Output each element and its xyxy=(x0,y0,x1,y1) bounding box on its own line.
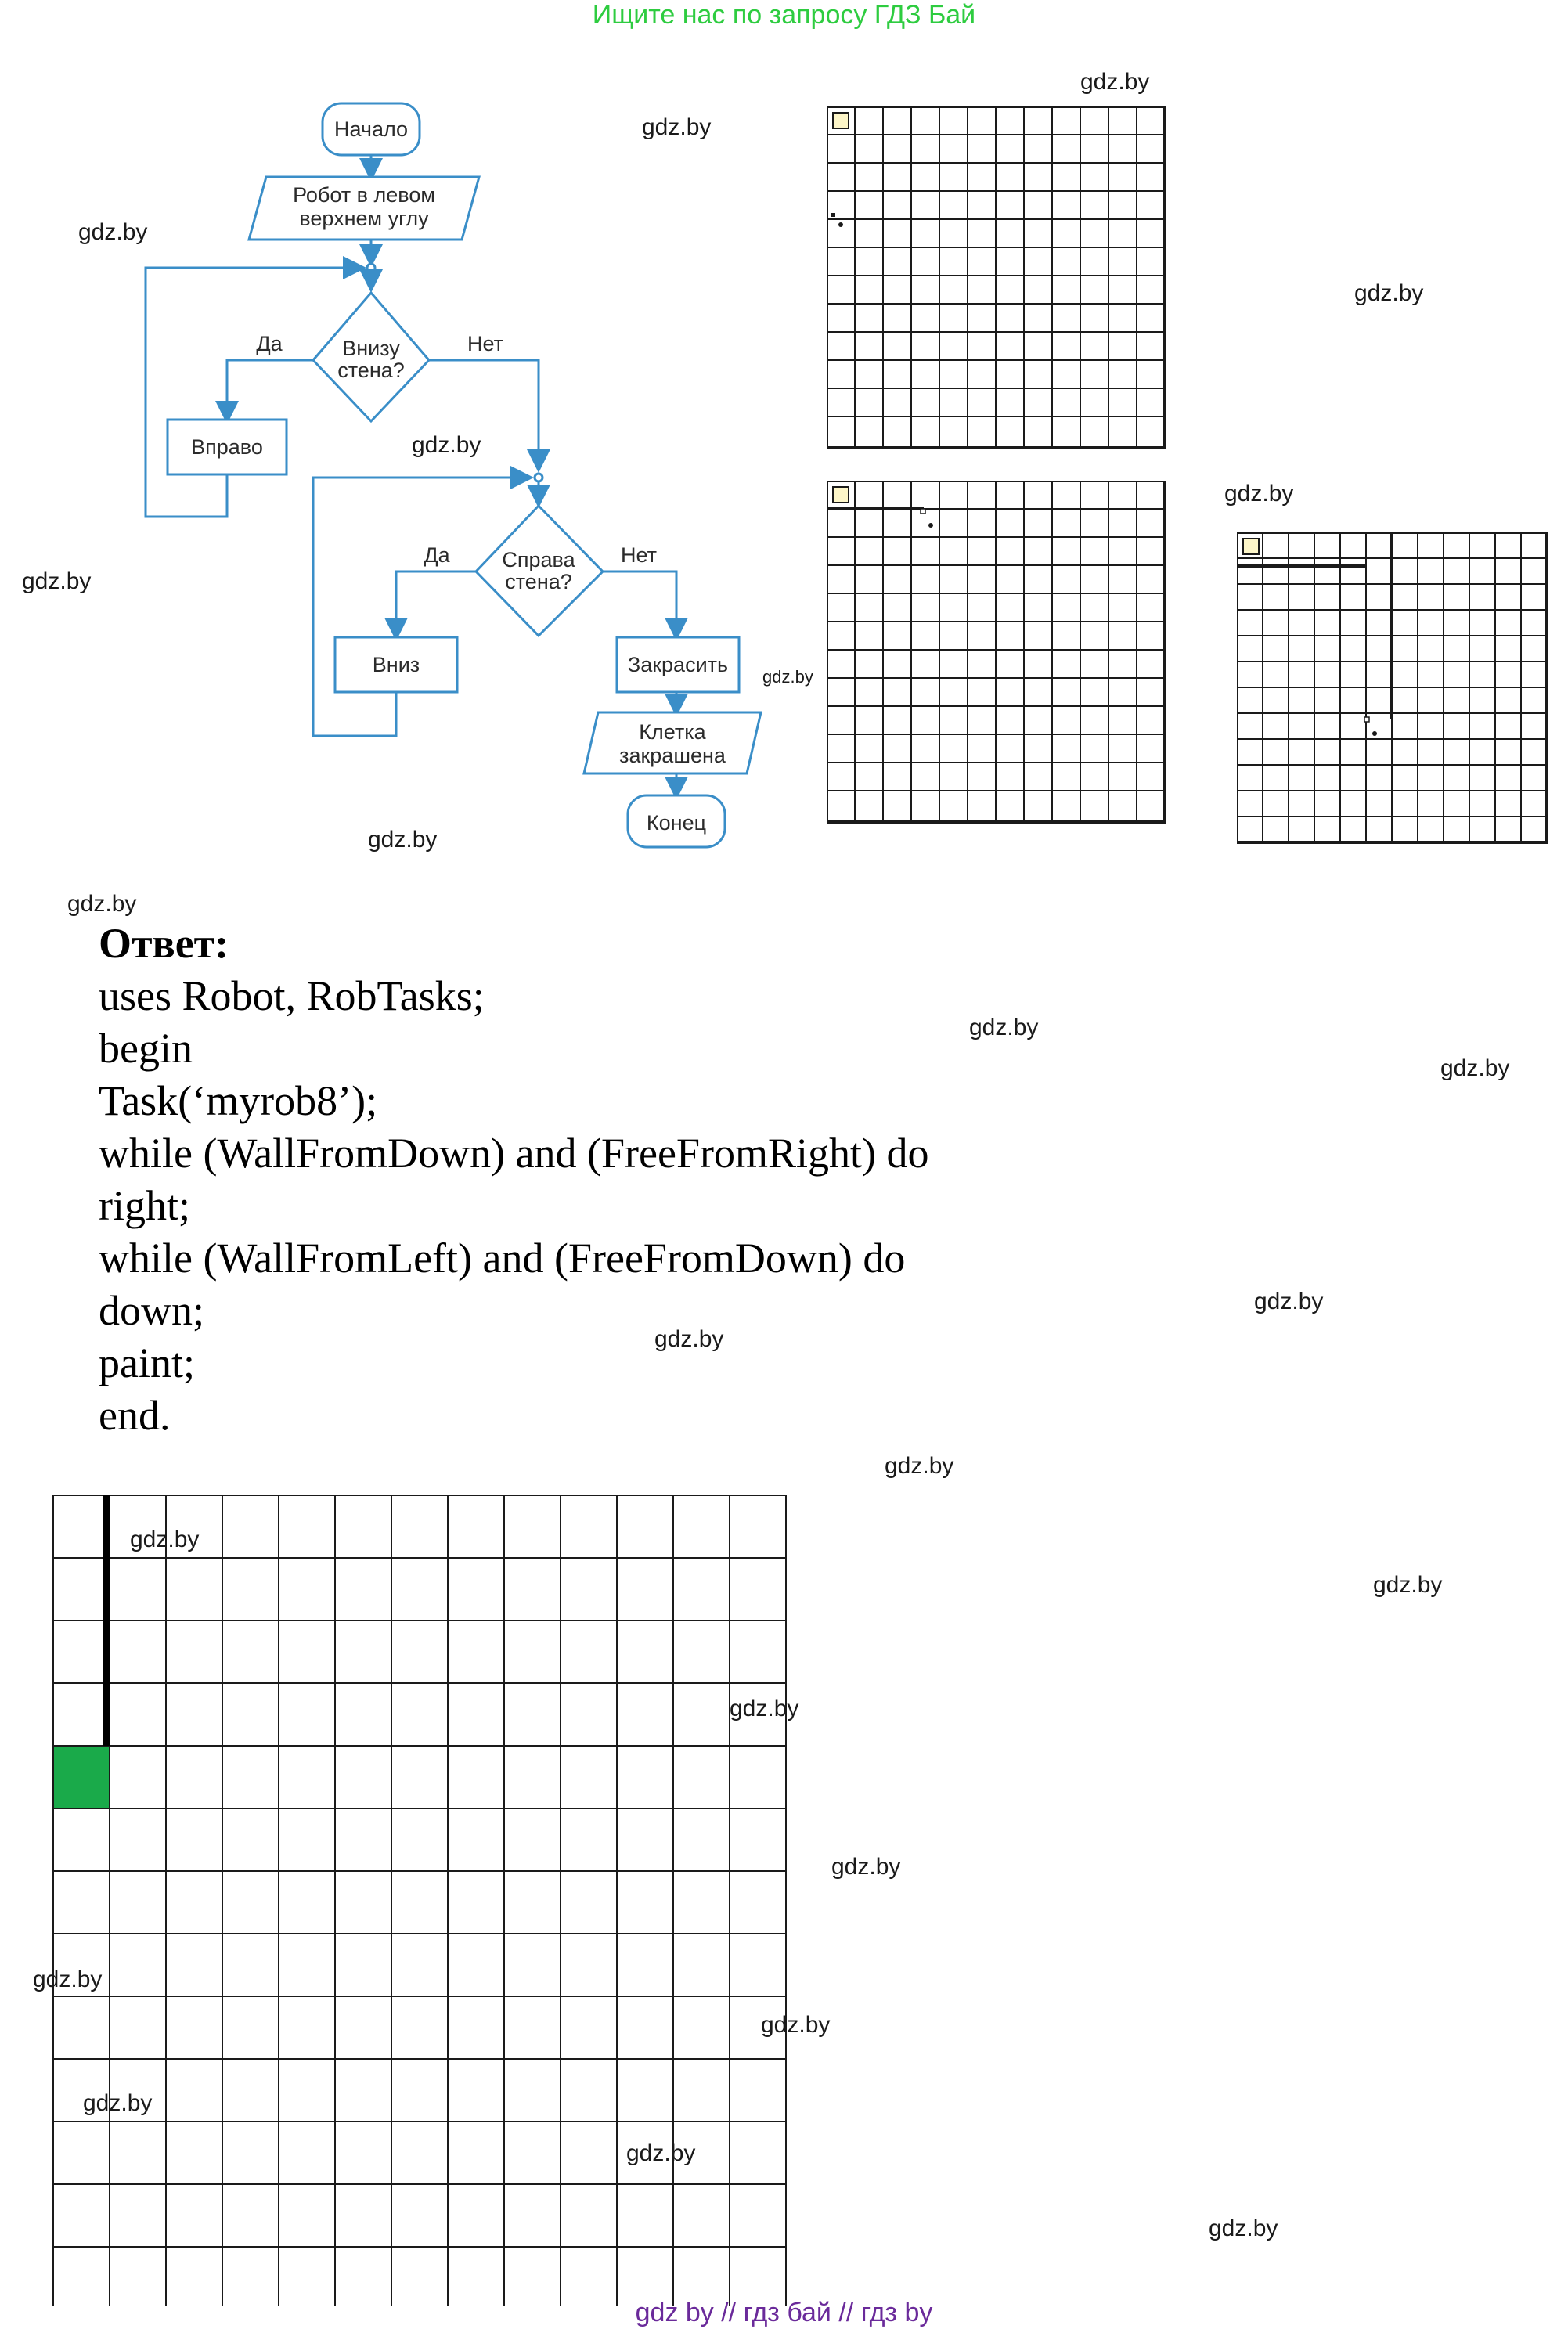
watermark: gdz.by xyxy=(83,2090,153,2116)
top-banner[interactable]: Ищите нас по запросу ГДЗ Бай xyxy=(592,0,976,30)
code-line: while (WallFromDown) and (FreeFromRight) do xyxy=(99,1130,929,1177)
flow-cond1-line1: Внизу xyxy=(342,337,400,360)
watermark: gdz.by xyxy=(885,1453,954,1479)
watermark: gdz.by xyxy=(22,568,92,594)
robot-icon xyxy=(833,487,849,503)
watermark: gdz.by xyxy=(1254,1289,1324,1314)
watermark: gdz.by xyxy=(130,1527,200,1552)
flow-cond2-line2: стена? xyxy=(505,570,572,593)
flow-cond2-line1: Справа xyxy=(502,548,575,571)
code-line: Task(‘myrob8’); xyxy=(99,1077,378,1124)
watermark: gdz.by xyxy=(1080,69,1150,95)
watermark: gdz.by xyxy=(33,1967,103,1992)
robot-grid-3 xyxy=(1237,532,1553,849)
answer-grid xyxy=(50,1495,794,2317)
flow-cond2-yes: Да xyxy=(424,543,450,567)
watermark: gdz.by xyxy=(67,891,137,917)
watermark: gdz.by xyxy=(730,1696,799,1722)
watermark: gdz.by xyxy=(654,1326,724,1352)
answer-heading: Ответ: xyxy=(99,920,229,967)
robot-icon xyxy=(1243,539,1259,554)
watermark: gdz.by xyxy=(412,432,481,458)
code-line: right; xyxy=(99,1182,190,1229)
watermark: gdz.by xyxy=(1440,1055,1510,1081)
flowchart xyxy=(117,92,783,860)
flow-down-text: Вниз xyxy=(372,653,420,676)
flow-input-line1: Робот в левом xyxy=(293,183,435,207)
watermark: gdz.by xyxy=(1224,481,1294,507)
watermark: gdz.by xyxy=(831,1854,901,1880)
watermark: gdz.by xyxy=(368,827,438,853)
code-line: uses Robot, RobTasks; xyxy=(99,972,485,1019)
code-line: end. xyxy=(99,1392,171,1439)
answer-block xyxy=(99,918,929,1442)
code-line: paint; xyxy=(99,1339,195,1386)
painted-cell xyxy=(53,1746,110,1808)
code-line: begin xyxy=(99,1025,193,1072)
watermark: gdz.by xyxy=(1354,280,1424,306)
robot-grid-2 xyxy=(827,481,1171,825)
watermark: gdz.by xyxy=(1209,2215,1278,2241)
flow-output-line2: закрашена xyxy=(619,744,726,767)
watermark: gdz.by xyxy=(78,219,148,245)
watermark: gdz.by xyxy=(626,2140,696,2166)
flow-right-text: Вправо xyxy=(191,435,263,459)
robot-grid-1 xyxy=(827,106,1171,451)
flow-start-text: Начало xyxy=(333,117,409,141)
flow-input-line2: верхнем углу xyxy=(299,207,429,230)
watermark: gdz.by xyxy=(1373,1572,1443,1598)
flow-paint-text: Закрасить xyxy=(627,653,729,676)
flow-cond1-line2: стена? xyxy=(337,359,405,382)
watermark: gdz.by xyxy=(642,114,712,140)
flow-cond1-no: Нет xyxy=(467,332,503,355)
flow-cond2-no: Нет xyxy=(621,543,657,567)
watermark: gdz.by xyxy=(969,1015,1039,1040)
watermark: gdz.by xyxy=(761,2012,831,2038)
flow-cond1-yes: Да xyxy=(256,332,283,355)
flow-output-line1: Клетка xyxy=(639,720,706,744)
watermark: gdz.by xyxy=(762,667,813,687)
code-line: down; xyxy=(99,1287,204,1334)
flow-end-text: Конец xyxy=(646,811,707,835)
code-line: while (WallFromLeft) and (FreeFromDown) do xyxy=(99,1235,906,1282)
footer-links[interactable]: gdz by // гдз бай // гдз by xyxy=(635,2298,933,2327)
robot-icon xyxy=(833,113,849,128)
